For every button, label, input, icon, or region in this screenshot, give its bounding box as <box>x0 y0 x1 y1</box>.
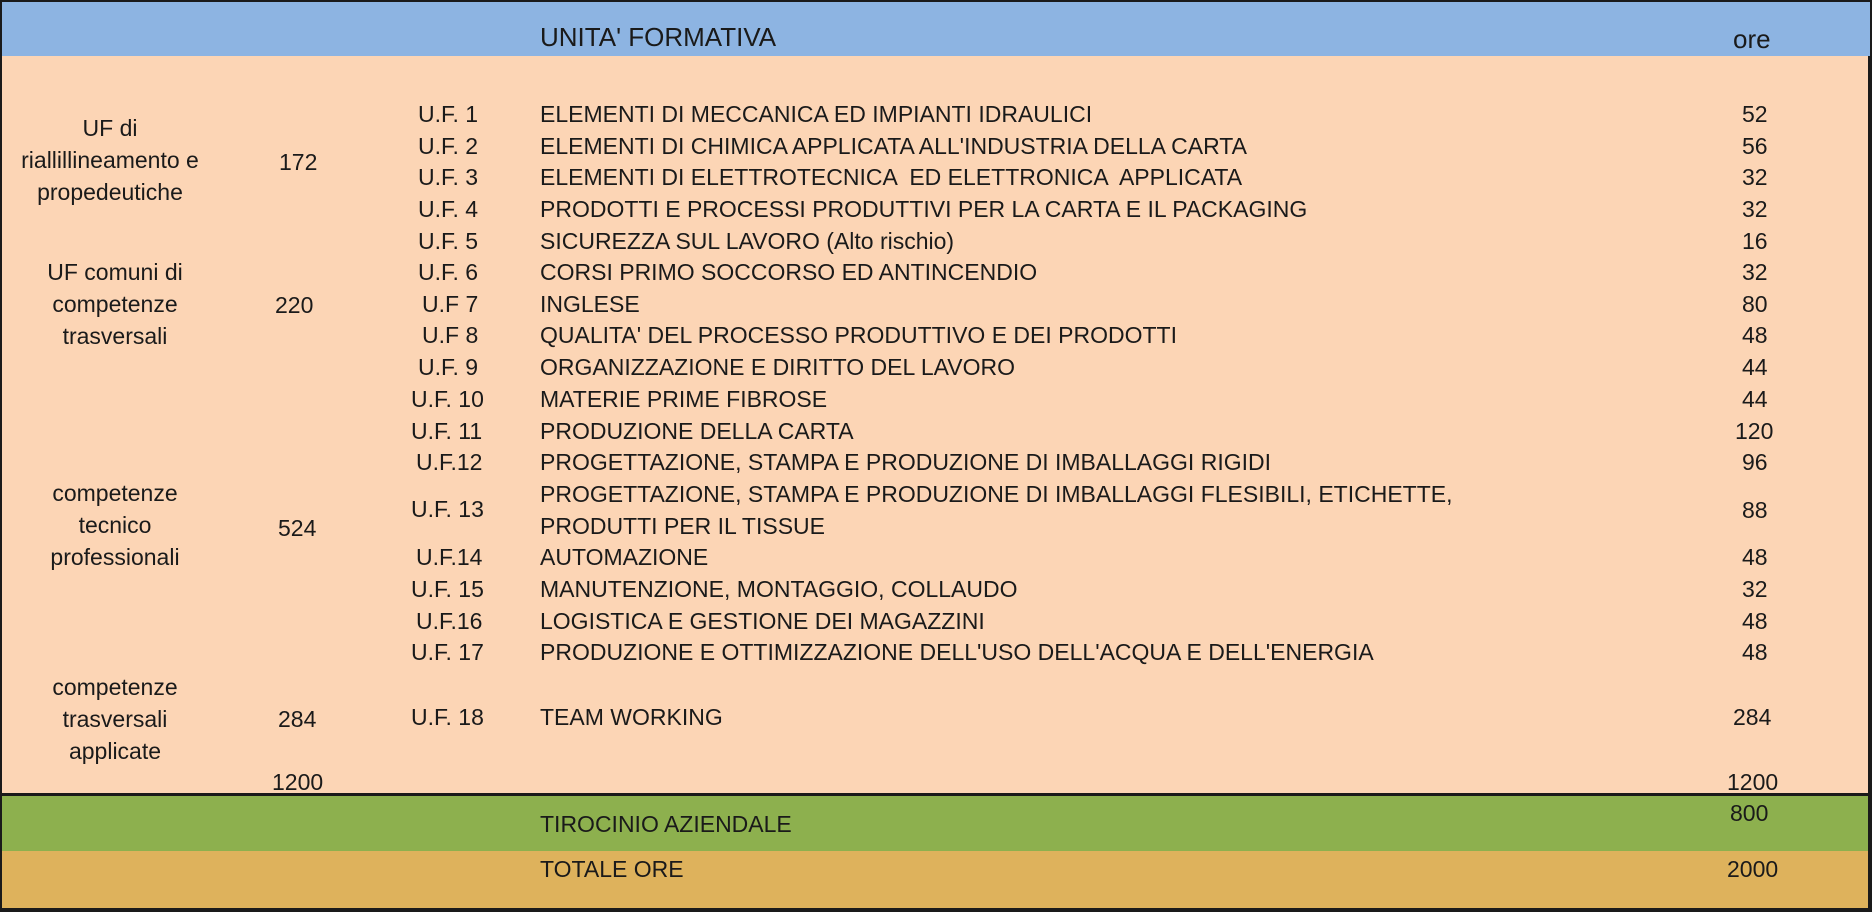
unit-title: CORSI PRIMO SOCCORSO ED ANTINCENDIO <box>540 259 1038 285</box>
unit-title: SICUREZZA SUL LAVORO (Alto rischio) <box>540 228 955 254</box>
unit-title: PRODUZIONE DELLA CARTA <box>540 418 854 444</box>
unit-code: U.F. 9 <box>418 354 479 380</box>
unit-title: ORGANIZZAZIONE E DIRITTO DEL LAVORO <box>540 354 1015 380</box>
unit-title: MATERIE PRIME FIBROSE <box>540 386 828 412</box>
group-hours: 284 <box>278 706 317 732</box>
unit-code: U.F. 11 <box>411 418 483 444</box>
unit-title-line2: PRODUTTI PER IL TISSUE <box>540 513 825 539</box>
group-hours: 524 <box>278 515 317 541</box>
unit-title: LOGISTICA E GESTIONE DEI MAGAZZINI <box>540 608 985 634</box>
internship-band <box>0 793 1872 851</box>
unit-hours: 32 <box>1742 164 1768 190</box>
unit-hours: 80 <box>1742 291 1768 317</box>
unit-hours: 48 <box>1742 544 1768 570</box>
unit-hours: 96 <box>1742 449 1768 475</box>
unit-code: U.F. 6 <box>418 259 479 285</box>
unit-title: PRODUZIONE E OTTIMIZZAZIONE DELL'USO DELL'ACQUA E DELL'ENERGIA <box>540 639 1374 665</box>
header-title: UNITA' FORMATIVA <box>540 22 777 52</box>
total-hours: 2000 <box>1727 856 1779 882</box>
unit-hours: 16 <box>1742 228 1768 254</box>
total-band <box>0 851 1872 912</box>
unit-code: U.F. 15 <box>411 576 484 602</box>
unit-hours: 32 <box>1742 259 1768 285</box>
unit-hours: 120 <box>1735 418 1774 444</box>
unit-hours: 88 <box>1742 497 1768 523</box>
group-label: competenze trasversali applicate <box>52 674 178 764</box>
unit-code: U.F. 18 <box>411 704 484 730</box>
unit-hours: 56 <box>1742 133 1768 159</box>
unit-title: PRODOTTI E PROCESSI PRODUTTIVI PER LA CARTA E IL PACKAGING <box>540 196 1308 222</box>
unit-hours: 44 <box>1742 354 1768 380</box>
unit-title: ELEMENTI DI CHIMICA APPLICATA ALL'INDUSTRIA DELLA CARTA <box>540 133 1247 159</box>
unit-code: U.F. 2 <box>418 133 479 159</box>
subtotal-unit-hours: 1200 <box>1727 769 1779 795</box>
group-label: UF di riallillineamento e propedeutiche <box>21 115 199 205</box>
unit-code: U.F. 5 <box>418 228 479 254</box>
unit-code: U.F. 17 <box>411 639 484 665</box>
unit-code: U.F.12 <box>416 449 483 475</box>
unit-code: U.F. 1 <box>418 101 479 127</box>
unit-code: U.F.14 <box>416 544 483 570</box>
unit-title: PROGETTAZIONE, STAMPA E PRODUZIONE DI IMBALLAGGI RIGIDI <box>540 449 1271 475</box>
internship-label: TIROCINIO AZIENDALE <box>540 811 792 837</box>
unit-title: PROGETTAZIONE, STAMPA E PRODUZIONE DI IMBALLAGGI FLESIBILI, ETICHETTE, <box>540 481 1453 507</box>
group-label: UF comuni di competenze trasversali <box>47 259 183 349</box>
header-band <box>0 0 1872 56</box>
unit-hours: 48 <box>1742 608 1768 634</box>
group-hours: 172 <box>279 149 318 175</box>
unit-hours: 52 <box>1742 101 1768 127</box>
unit-hours: 44 <box>1742 386 1768 412</box>
unit-code: U.F. 4 <box>418 196 479 222</box>
unit-hours: 48 <box>1742 322 1768 348</box>
unit-title: TEAM WORKING <box>540 704 723 730</box>
group-label: competenze tecnico professionali <box>50 480 180 570</box>
unit-code: U.F. 3 <box>418 164 479 190</box>
subtotal-group-hours: 1200 <box>272 769 324 795</box>
group-hours: 220 <box>275 292 314 318</box>
unit-hours: 48 <box>1742 639 1768 665</box>
unit-title: MANUTENZIONE, MONTAGGIO, COLLAUDO <box>540 576 1018 602</box>
internship-hours: 800 <box>1730 800 1769 826</box>
header-hours-label: ore <box>1733 24 1771 54</box>
unit-title: ELEMENTI DI ELETTROTECNICA ED ELETTRONICA APPLICATA <box>540 164 1243 190</box>
unit-code: U.F. 13 <box>411 496 484 522</box>
unit-hours: 284 <box>1733 704 1772 730</box>
unit-title: QUALITA' DEL PROCESSO PRODUTTIVO E DEI PRODOTTI <box>540 322 1177 348</box>
unit-code: U.F. 10 <box>411 386 484 412</box>
unit-code: U.F.16 <box>416 608 483 634</box>
unit-title: AUTOMAZIONE <box>540 544 709 570</box>
total-label: TOTALE ORE <box>540 856 684 882</box>
unit-hours: 32 <box>1742 576 1768 602</box>
unit-title: ELEMENTI DI MECCANICA ED IMPIANTI IDRAULICI <box>540 101 1093 127</box>
unit-title: INGLESE <box>540 291 640 317</box>
unit-code: U.F 8 <box>422 322 479 348</box>
unit-hours: 32 <box>1742 196 1768 222</box>
unit-code: U.F 7 <box>422 291 479 317</box>
